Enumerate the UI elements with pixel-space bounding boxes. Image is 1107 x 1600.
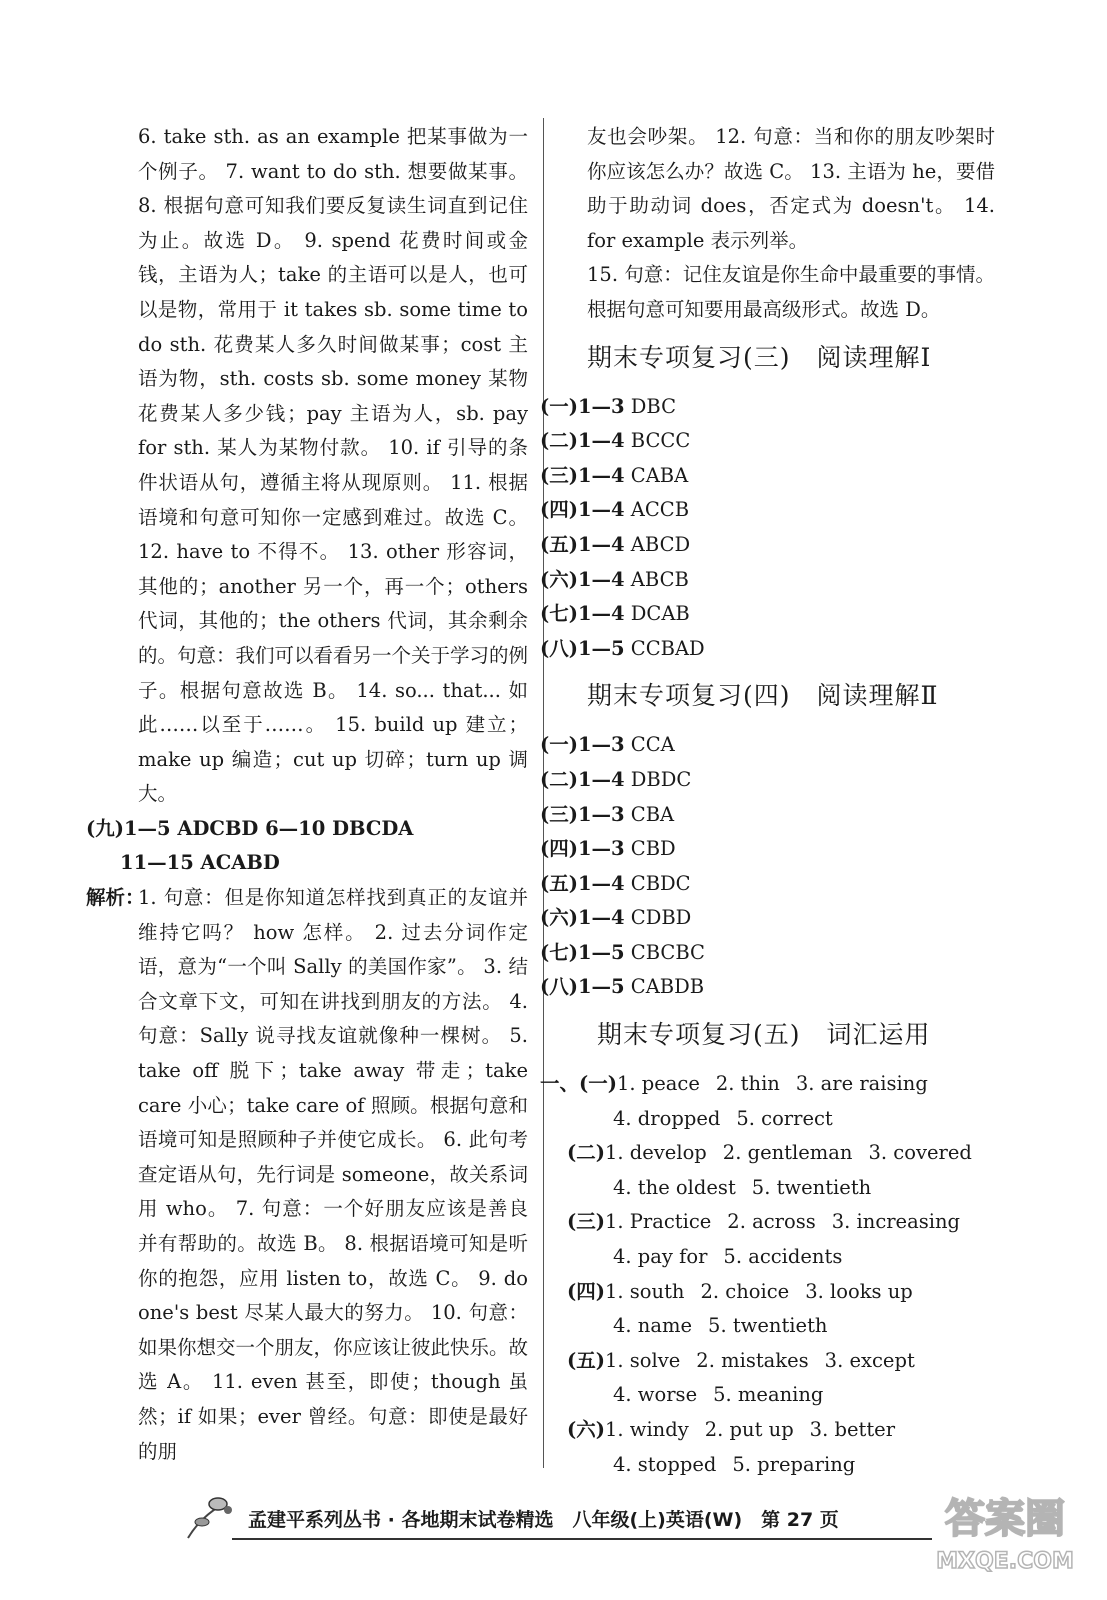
vocab-item: 1. peace	[616, 1072, 700, 1096]
footer-text: 孟建平系列丛书 · 各地期末试卷精选 八年级(上)英语(W) 第 27 页	[248, 1509, 839, 1531]
section-3-row-5	[540, 528, 995, 563]
section-3-row-1	[540, 390, 995, 425]
vocab-prefix: 一、(一)	[540, 1072, 617, 1096]
section-3-row-label: (七)1—4	[540, 602, 625, 626]
section-3-title: 期末专项复习(三) 阅读理解Ⅰ	[587, 342, 932, 372]
right-column	[540, 120, 995, 1482]
section-4-row-1	[540, 728, 995, 763]
vocab-item: 1. Practice	[604, 1210, 712, 1234]
section-4-row-label: (五)1—4	[540, 871, 625, 895]
section-3-row-answer: CABA	[624, 463, 689, 487]
vocab-prefix: (四)	[567, 1279, 605, 1303]
section-4-row-label: (八)1—5	[540, 975, 625, 999]
vocab-prefix: (二)	[567, 1141, 605, 1165]
section-4-row-label: (六)1—4	[540, 906, 625, 930]
vocab-row-7	[567, 1275, 995, 1310]
section-3-row-2	[540, 424, 995, 459]
vocab-item: 2. thin	[715, 1072, 780, 1096]
section-4-row-label: (一)1—3	[540, 733, 625, 757]
section-4-row-label: (七)1—5	[540, 940, 625, 964]
section-3-row-7	[540, 597, 995, 632]
vocab-row-4	[613, 1171, 995, 1206]
section-3-answers	[540, 390, 995, 667]
section-4-row-3	[540, 798, 995, 833]
vocab-item: 2. gentleman	[722, 1141, 853, 1165]
section-3-row-label: (八)1—5	[540, 636, 625, 660]
vocab-row-2	[613, 1102, 995, 1137]
section-3-row-answer: DBC	[624, 394, 677, 418]
section-3-row-label: (二)1—4	[540, 429, 625, 453]
section-3-row-4	[540, 493, 995, 528]
vocab-item: 5. accidents	[723, 1245, 843, 1269]
section-3-row-answer: DCAB	[624, 602, 690, 626]
section-3-row-label: (五)1—4	[540, 532, 625, 556]
section-5-title: 期末专项复习(五) 词汇运用	[597, 1020, 931, 1050]
section-3-row-answer: CCBAD	[624, 636, 705, 660]
watermark-text-2: MXQE.COM	[936, 1549, 1074, 1574]
watermark-logo	[930, 1470, 1080, 1590]
vocab-item: 4. stopped	[613, 1452, 717, 1476]
section-3-row-label: (三)1—4	[540, 463, 625, 487]
right-continuation: 友也会吵架。 12. 句意：当和你的朋友吵架时你应该怎么办？故选 C。 13. 主语为 he，要借助于助动词 does，否定式为 doesn't。 14. for example 表示列举。	[587, 125, 995, 252]
vocab-item: 5. preparing	[732, 1452, 856, 1476]
vocab-row-5	[567, 1205, 995, 1240]
vocab-item: 2. across	[727, 1210, 816, 1234]
section-3-row-answer: ABCB	[624, 567, 689, 591]
vocab-item: 3. looks up	[805, 1279, 913, 1303]
section-4-row-label: (二)1—4	[540, 767, 625, 791]
section-4-row-6	[540, 901, 995, 936]
jiexi-text: 1. 句意：但是你知道怎样找到真正的友谊并维持它吗？ how 怎样。 2. 过去分词作定语，意为“一个叫 Sally 的美国作家”。 3. 结合文章下文，可知在讲找到朋友的方法。 4. 句意：Sally 说寻找友谊就像种一棵树。 5. take off 脱下；take away 带走；take care 小心；take care of 照顾。根据句意和语境可知是照顾种子并使它成长。 6. 此句考查定语从句，先行词是 someone，故关系词用 who。 7. 句意：一个好朋友应该是善良并有帮助的。故选 B。 8. 根据语境可知是听你的抱怨，应用 listen to，故选 C。 9. do one's best 尽某人最大的努力。 10. 句意：如果你想交一个朋友，你应该让彼此快乐。故选 A。 11. even 甚至，即使；though 虽然；if 如果；ever 曾经。句意：即使是最好的朋	[138, 886, 529, 1463]
vocab-item: 4. pay for	[613, 1245, 708, 1269]
section-4-row-answer: CCA	[624, 733, 675, 757]
vocab-prefix: (六)	[567, 1418, 605, 1441]
left-paragraph-1: 6. take sth. as an example 把某事做为一个例子。 7. want to do sth. 想要做某事。 8. 根据句意可知我们要反复读生词直到记住为止。故选 D。 9. spend 花费时间或金钱，主语为人；take 的主语可以是人，也可以是物，常用于 it takes sb. some time to do sth. 花费某人多久时间做某事；cost 主语为物，sth. costs sb. some money 某物花费某人多少钱；pay 主语为人，sb. pay for sth. 某人为某物付款。 10. if 引导的条件状语从句，遵循主将从现原则。 11. 根据语境和句意可知你一定感到难过。故选 C。 12. have to 不得不。 13. other 形容词，其他的；another 另一个，再一个；others 代词，其他的；the others 代词，其余剩余的。句意：我们可以看看另一个关于学习的例子。根据句意故选 B。 14. so... that... 如此……以至于……。 15. build up 建立；make up 编造；cut up 切碎；turn up 调大。	[138, 125, 529, 806]
section-4-row-label: (三)1—3	[540, 802, 625, 826]
vocab-item: 3. are raising	[795, 1072, 928, 1096]
left-column	[86, 120, 529, 1469]
vocab-item: 5. twentieth	[751, 1175, 872, 1199]
vocab-item: 1. solve	[604, 1348, 681, 1372]
vocab-row-11	[567, 1413, 995, 1448]
vocab-item: 3. better	[809, 1418, 896, 1441]
jiexi-block	[86, 881, 529, 1469]
section-3-row-label: (一)1—3	[540, 394, 625, 418]
vocab-item: 3. covered	[868, 1141, 972, 1165]
section-3-row-6	[540, 563, 995, 598]
vocab-item: 3. increasing	[831, 1210, 961, 1234]
vocab-row-6	[613, 1240, 995, 1275]
section-4-row-answer: CDBD	[624, 906, 692, 930]
section-4-row-2	[540, 763, 995, 798]
section-4-row-4	[540, 832, 995, 867]
section-3-row-answer: BCCC	[624, 429, 691, 453]
vocab-item: 4. dropped	[613, 1106, 721, 1130]
section-4-row-8	[540, 970, 995, 1005]
section-4-row-answer: CBD	[624, 837, 676, 861]
section-4-row-answer: DBDC	[624, 767, 692, 791]
section-3-row-8	[540, 632, 995, 667]
section-3-row-label: (四)1—4	[540, 498, 625, 522]
section-3-row-answer: ABCD	[624, 532, 691, 556]
vocab-item: 4. worse	[613, 1383, 698, 1407]
section-4-row-label: (四)1—3	[540, 837, 625, 861]
vocab-item: 2. put up	[704, 1418, 794, 1441]
vocab-prefix: (三)	[567, 1210, 605, 1234]
vocab-item: 2. choice	[700, 1279, 790, 1303]
vocab-item: 1. windy	[604, 1418, 689, 1441]
vocab-item: 4. name	[613, 1314, 693, 1338]
vocab-row-10	[613, 1378, 995, 1413]
watermark-text-1: 答案圈	[945, 1496, 1065, 1542]
section-3-row-answer: ACCB	[624, 498, 690, 522]
vocab-item: 5. correct	[736, 1106, 833, 1130]
answers-9-line1: (九)1—5 ADCBD 6—10 DBCDA	[86, 816, 414, 840]
vocab-row-8	[613, 1309, 995, 1344]
vocab-item: 1. south	[604, 1279, 685, 1303]
vocab-item: 4. the oldest	[613, 1175, 736, 1199]
right-item-15: 15. 句意：记住友谊是你生命中最重要的事情。根据句意可知要用最高级形式。故选 D。	[587, 263, 995, 321]
vocab-row-9	[567, 1344, 995, 1379]
section-4-row-answer: CBDC	[624, 871, 691, 895]
section-4-row-answer: CBA	[624, 802, 675, 826]
vocab-item: 5. twentieth	[708, 1314, 828, 1338]
section-5-vocab	[540, 1067, 995, 1482]
vocab-item: 1. develop	[604, 1141, 707, 1165]
vocab-row-3	[567, 1136, 995, 1171]
section-4-row-7	[540, 936, 995, 971]
section-4-row-answer: CABDB	[624, 975, 705, 999]
vocab-prefix: (五)	[567, 1348, 605, 1372]
section-4-title: 期末专项复习(四) 阅读理解Ⅱ	[587, 681, 939, 711]
vocab-item: 2. mistakes	[696, 1348, 809, 1372]
section-4-row-5	[540, 867, 995, 902]
answers-9-line2: 11—15 ACABD	[120, 851, 280, 875]
vocab-item: 5. meaning	[713, 1383, 824, 1407]
vocab-row-1	[540, 1067, 995, 1102]
footer	[180, 1500, 940, 1540]
section-3-row-label: (六)1—4	[540, 567, 625, 591]
section-3-row-3	[540, 459, 995, 494]
jiexi-label: 解析：	[86, 886, 145, 910]
vocab-item: 3. except	[824, 1348, 915, 1372]
section-4-row-answer: CBCBC	[624, 940, 705, 964]
section-4-answers	[540, 728, 995, 1005]
footer-rule	[232, 1538, 932, 1540]
